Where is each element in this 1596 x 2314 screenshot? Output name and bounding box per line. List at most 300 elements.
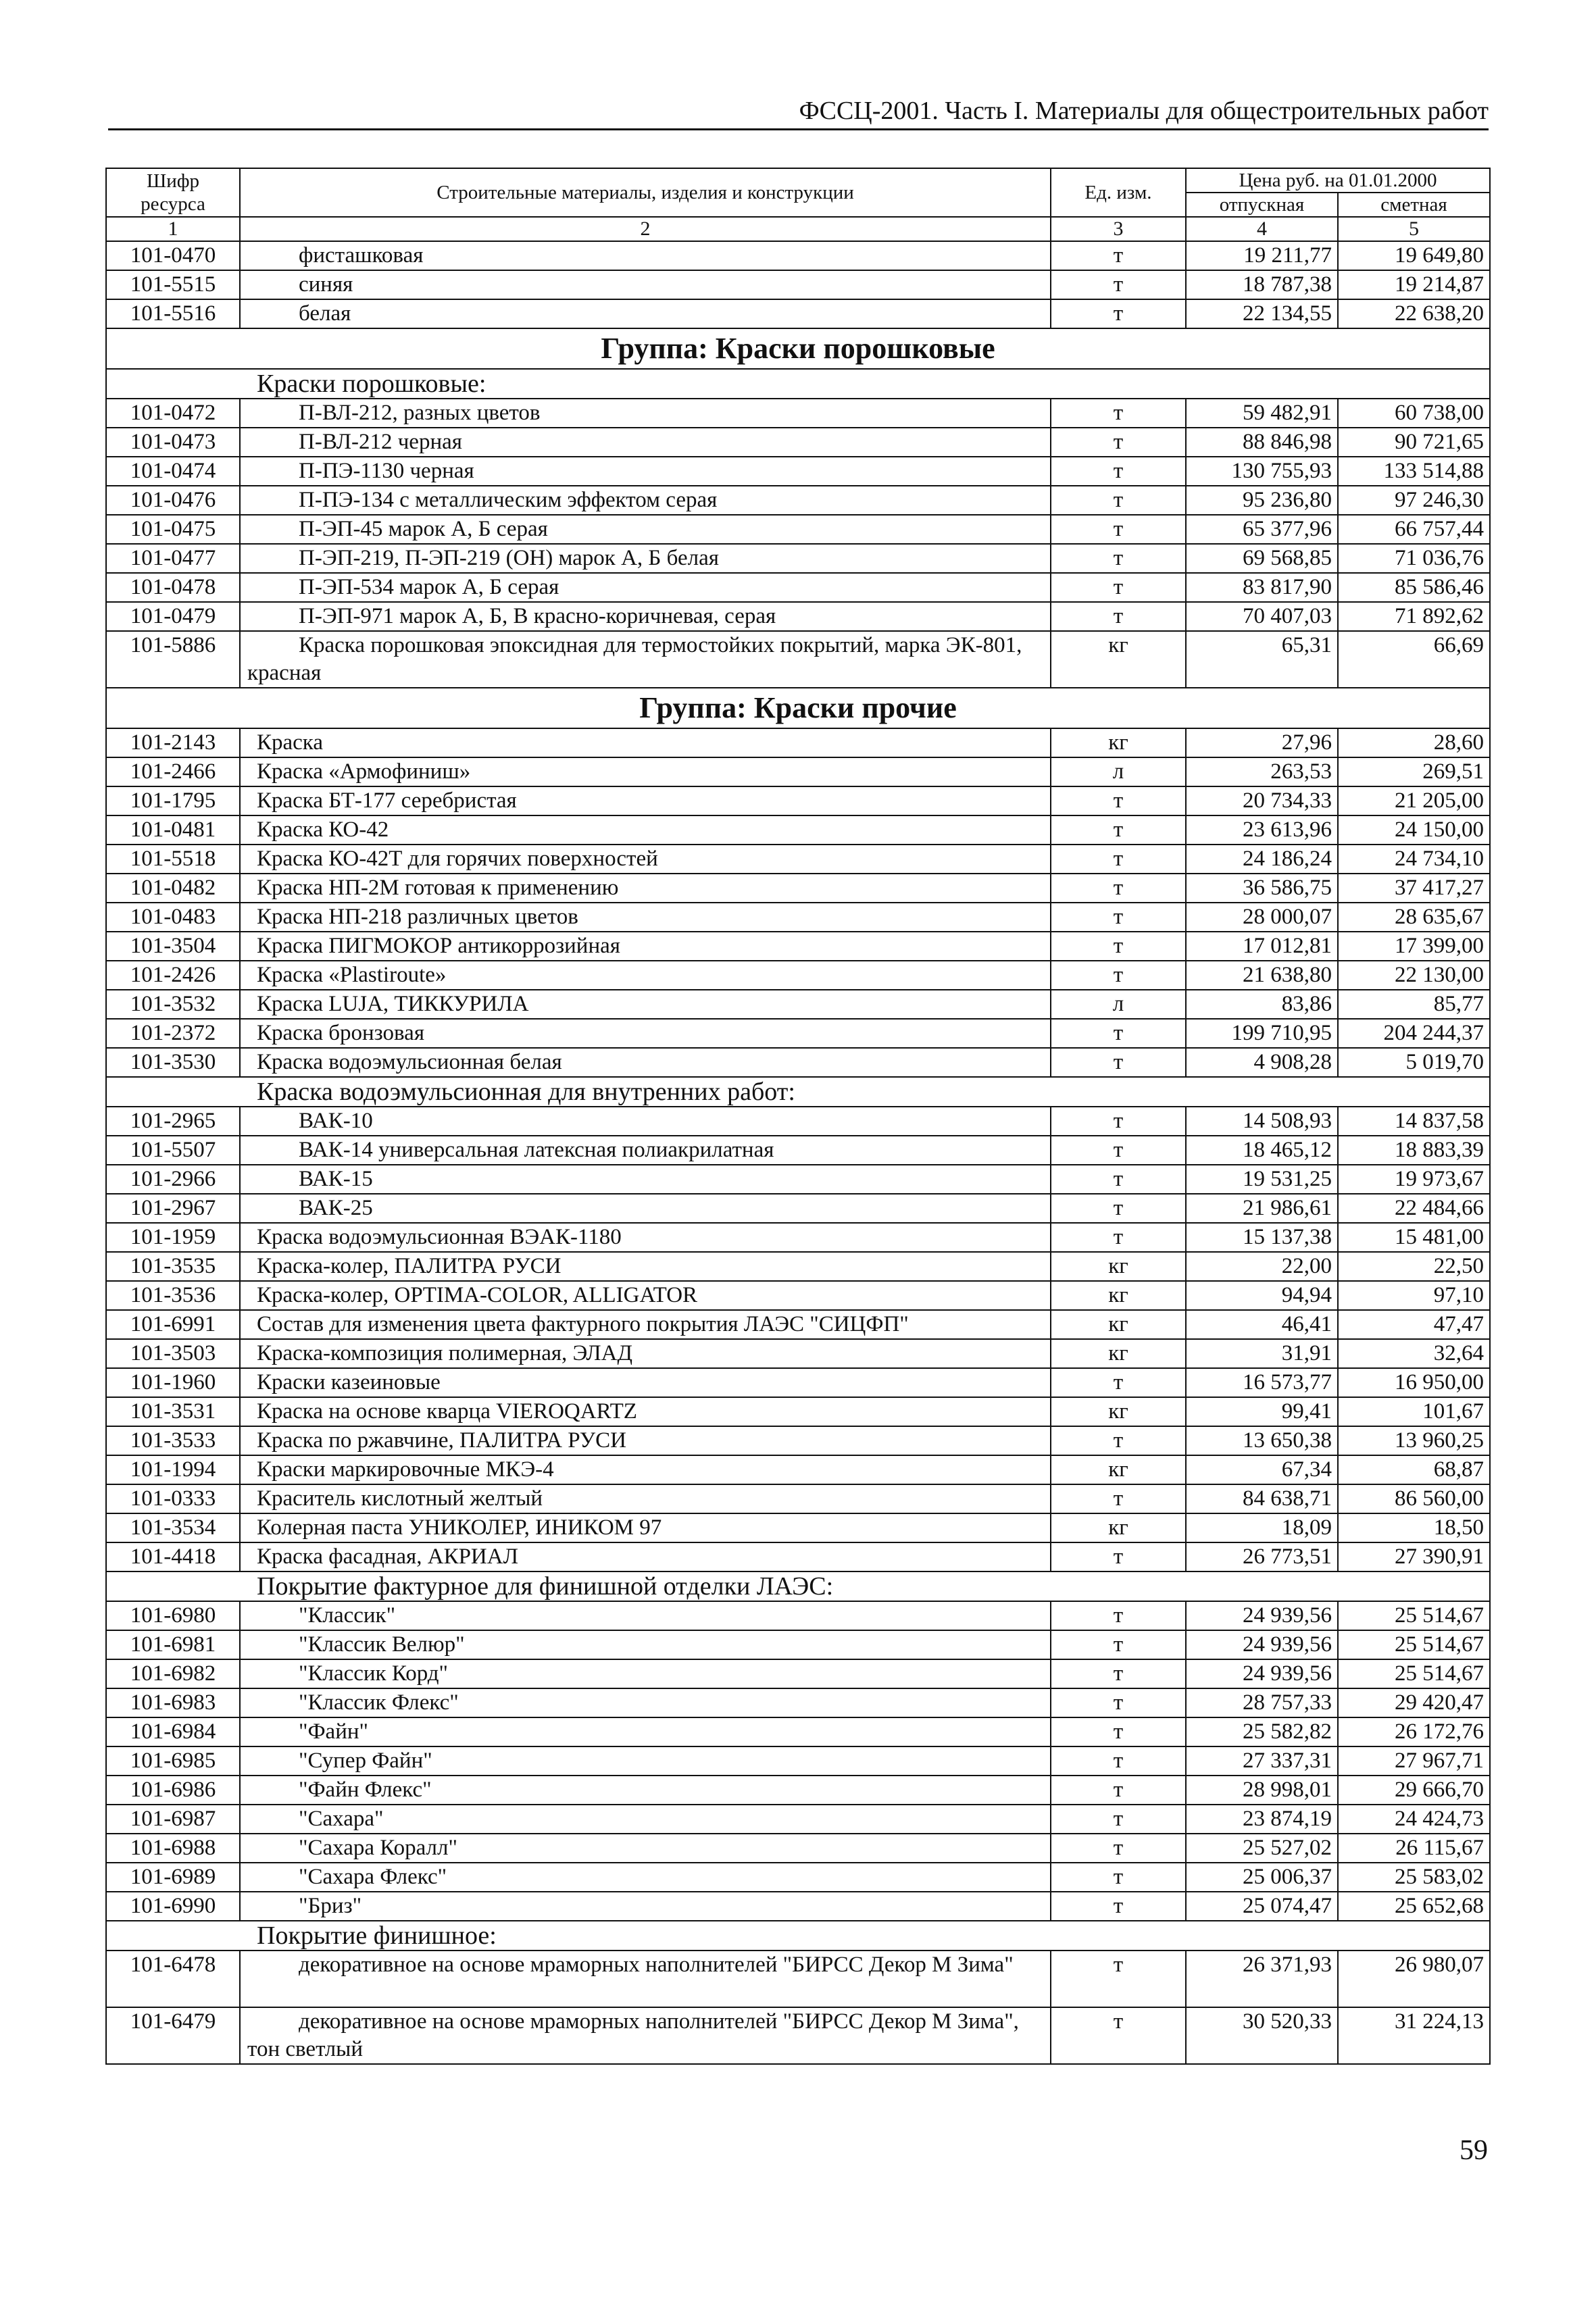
- material-name-text: П-ЭП-219, П-ЭП-219 (ОН) марок А, Б белая: [299, 546, 719, 570]
- resource-code: 101-5886: [106, 631, 240, 688]
- material-name: [240, 1048, 1051, 1077]
- material-name: [240, 1165, 1051, 1194]
- table-row: [106, 1019, 1490, 1048]
- release-price: 25 074,47: [1186, 1892, 1338, 1921]
- estimate-price: 26 980,07: [1338, 1951, 1490, 2007]
- release-price: 20 734,33: [1186, 786, 1338, 815]
- release-price: 18 465,12: [1186, 1136, 1338, 1165]
- resource-code: 101-6479: [106, 2007, 240, 2064]
- table-row: [106, 544, 1490, 573]
- unit-of-measure: т: [1051, 1048, 1186, 1077]
- estimate-price: 85 586,46: [1338, 573, 1490, 602]
- material-name-text: Краситель кислотный желтый: [257, 1486, 543, 1511]
- release-price: 23 613,96: [1186, 815, 1338, 845]
- resource-code: 101-2965: [106, 1107, 240, 1136]
- release-price: 4 908,28: [1186, 1048, 1338, 1077]
- material-name: [240, 270, 1051, 299]
- estimate-price: 17 399,00: [1338, 932, 1490, 961]
- release-price: 25 006,37: [1186, 1863, 1338, 1892]
- unit-of-measure: т: [1051, 1630, 1186, 1659]
- table-row: [106, 573, 1490, 602]
- unit-of-measure: т: [1051, 786, 1186, 815]
- unit-of-measure: кг: [1051, 1455, 1186, 1484]
- material-name-text: Краска «Plastiroute»: [257, 963, 447, 987]
- material-name-text: декоративное на основе мраморных наполнителей "БИРСС Декор М Зима", тон светлый: [247, 2009, 1019, 2061]
- estimate-price: 22 130,00: [1338, 961, 1490, 990]
- estimate-price: 68,87: [1338, 1455, 1490, 1484]
- release-price: 25 527,02: [1186, 1834, 1338, 1863]
- material-name: [240, 1513, 1051, 1542]
- resource-code: 101-0333: [106, 1484, 240, 1513]
- resource-code: 101-0483: [106, 903, 240, 932]
- table-row: [106, 1455, 1490, 1484]
- estimate-price: 5 019,70: [1338, 1048, 1490, 1077]
- resource-code: 101-3504: [106, 932, 240, 961]
- material-name-text: Краска водоэмульсионная белая: [257, 1050, 562, 1074]
- release-price: 26 773,51: [1186, 1542, 1338, 1571]
- material-name-text: Краска водоэмульсионная ВЭАК-1180: [257, 1225, 622, 1249]
- table-row: [106, 1310, 1490, 1339]
- resource-code: 101-5515: [106, 270, 240, 299]
- material-name: [240, 573, 1051, 602]
- unit-of-measure: т: [1051, 486, 1186, 515]
- unit-of-measure: т: [1051, 815, 1186, 845]
- estimate-price: 19 214,87: [1338, 270, 1490, 299]
- resource-code: 101-6478: [106, 1951, 240, 2007]
- material-name-text: П-ЭП-45 марок А, Б серая: [299, 517, 548, 541]
- material-name-text: "Сахара": [299, 1807, 384, 1831]
- unit-of-measure: т: [1051, 1688, 1186, 1717]
- release-price: 95 236,80: [1186, 486, 1338, 515]
- material-name-text: "Классик Корд": [299, 1661, 449, 1686]
- estimate-price: 27 967,71: [1338, 1746, 1490, 1776]
- resource-code: 101-0479: [106, 602, 240, 631]
- unit-of-measure: т: [1051, 1863, 1186, 1892]
- material-name-text: Краска ПИГМОКОР антикоррозийная: [257, 934, 620, 958]
- column-header-code: Шифр ресурса: [106, 168, 240, 217]
- unit-of-measure: т: [1051, 874, 1186, 903]
- table-row: [106, 515, 1490, 544]
- material-name: [240, 1776, 1051, 1805]
- material-name-text: ВАК-15: [299, 1167, 373, 1191]
- unit-of-measure: т: [1051, 1368, 1186, 1397]
- unit-of-measure: т: [1051, 1805, 1186, 1834]
- column-header-price: Цена руб. на 01.01.2000: [1186, 168, 1490, 193]
- unit-of-measure: т: [1051, 602, 1186, 631]
- unit-of-measure: т: [1051, 1601, 1186, 1630]
- table-row: [106, 728, 1490, 757]
- table-row: [106, 241, 1490, 270]
- estimate-price: 31 224,13: [1338, 2007, 1490, 2064]
- group-heading-row: [106, 328, 1490, 369]
- material-name: [240, 299, 1051, 328]
- material-name-text: П-ЭП-534 марок А, Б серая: [299, 575, 559, 599]
- release-price: 19 531,25: [1186, 1165, 1338, 1194]
- table-row: [106, 1630, 1490, 1659]
- unit-of-measure: кг: [1051, 1252, 1186, 1281]
- table-row: [106, 1513, 1490, 1542]
- table-row: [106, 932, 1490, 961]
- material-name-text: ВАК-25: [299, 1196, 373, 1220]
- unit-of-measure: кг: [1051, 728, 1186, 757]
- resource-code: 101-0476: [106, 486, 240, 515]
- material-name: [240, 1484, 1051, 1513]
- table-row: [106, 1368, 1490, 1397]
- material-name-text: "Сахара Коралл": [299, 1836, 457, 1860]
- material-name-text: Краска по ржавчине, ПАЛИТРА РУСИ: [257, 1428, 626, 1453]
- material-name-text: "Супер Файн": [299, 1749, 432, 1773]
- estimate-price: 66 757,44: [1338, 515, 1490, 544]
- resource-code: 101-0472: [106, 399, 240, 428]
- running-head: ФССЦ-2001. Часть I. Материалы для общестроительных работ: [799, 97, 1489, 125]
- material-name: [240, 845, 1051, 874]
- estimate-price: 97 246,30: [1338, 486, 1490, 515]
- estimate-price: 16 950,00: [1338, 1368, 1490, 1397]
- material-name-text: Краска-композиция полимерная, ЭЛАД: [257, 1341, 632, 1365]
- resource-code: 101-5516: [106, 299, 240, 328]
- estimate-price: 101,67: [1338, 1397, 1490, 1426]
- table-row: [106, 1165, 1490, 1194]
- release-price: 23 874,19: [1186, 1805, 1338, 1834]
- release-price: 88 846,98: [1186, 428, 1338, 457]
- material-name-text: декоративное на основе мраморных наполнителей "БИРСС Декор М Зима": [299, 1953, 1014, 1977]
- material-name-text: П-ПЭ-134 с металлическим эффектом серая: [299, 488, 718, 512]
- material-name: [240, 399, 1051, 428]
- unit-of-measure: л: [1051, 757, 1186, 786]
- material-name: [240, 961, 1051, 990]
- material-name: [240, 757, 1051, 786]
- unit-of-measure: т: [1051, 1951, 1186, 2007]
- resource-code: 101-3532: [106, 990, 240, 1019]
- unit-of-measure: т: [1051, 1223, 1186, 1252]
- material-name-text: фисташковая: [299, 243, 424, 268]
- estimate-price: 25 514,67: [1338, 1659, 1490, 1688]
- material-name-text: Краска БТ-177 серебристая: [257, 788, 517, 813]
- resource-code: 101-1994: [106, 1455, 240, 1484]
- resource-code: 101-6989: [106, 1863, 240, 1892]
- release-price: 65,31: [1186, 631, 1338, 688]
- resource-code: 101-2466: [106, 757, 240, 786]
- estimate-price: 22 484,66: [1338, 1194, 1490, 1223]
- release-price: 25 582,82: [1186, 1717, 1338, 1746]
- resource-code: 101-0477: [106, 544, 240, 573]
- table-row: [106, 486, 1490, 515]
- resource-code: 101-1795: [106, 786, 240, 815]
- unit-of-measure: т: [1051, 241, 1186, 270]
- resource-code: 101-0475: [106, 515, 240, 544]
- material-name: [240, 1805, 1051, 1834]
- table-row: [106, 1136, 1490, 1165]
- table-row: [106, 1659, 1490, 1688]
- estimate-price: 18 883,39: [1338, 1136, 1490, 1165]
- estimate-price: 22 638,20: [1338, 299, 1490, 328]
- resource-code: 101-3531: [106, 1397, 240, 1426]
- estimate-price: 71 892,62: [1338, 602, 1490, 631]
- estimate-price: 25 514,67: [1338, 1630, 1490, 1659]
- material-name: [240, 1863, 1051, 1892]
- page-number: 59: [1460, 2135, 1488, 2166]
- unit-of-measure: т: [1051, 1892, 1186, 1921]
- material-name-text: Краска НП-2М готовая к применению: [257, 876, 619, 900]
- table-row: [106, 1834, 1490, 1863]
- material-name: [240, 1688, 1051, 1717]
- price-table: [105, 168, 1491, 2065]
- release-price: 24 186,24: [1186, 845, 1338, 874]
- estimate-price: 27 390,91: [1338, 1542, 1490, 1571]
- resource-code: 101-6987: [106, 1805, 240, 1834]
- release-price: 16 573,77: [1186, 1368, 1338, 1397]
- estimate-price: 25 652,68: [1338, 1892, 1490, 1921]
- estimate-price: 133 514,88: [1338, 457, 1490, 486]
- material-name: [240, 1426, 1051, 1455]
- material-name-text: Краски казеиновые: [257, 1370, 441, 1394]
- release-price: 24 939,56: [1186, 1630, 1338, 1659]
- resource-code: 101-2372: [106, 1019, 240, 1048]
- release-price: 263,53: [1186, 757, 1338, 786]
- column-header-release: отпускная: [1186, 193, 1338, 217]
- table-row: [106, 815, 1490, 845]
- resource-code: 101-0470: [106, 241, 240, 270]
- unit-of-measure: т: [1051, 428, 1186, 457]
- estimate-price: 29 666,70: [1338, 1776, 1490, 1805]
- material-name: [240, 1252, 1051, 1281]
- resource-code: 101-2426: [106, 961, 240, 990]
- resource-code: 101-0481: [106, 815, 240, 845]
- table-row: [106, 1746, 1490, 1776]
- table-row: [106, 2007, 1490, 2064]
- material-name: [240, 1542, 1051, 1571]
- table-row: [106, 1892, 1490, 1921]
- table-row: [106, 874, 1490, 903]
- estimate-price: 22,50: [1338, 1252, 1490, 1281]
- table-row: [106, 1542, 1490, 1571]
- estimate-price: 24 734,10: [1338, 845, 1490, 874]
- release-price: 26 371,93: [1186, 1951, 1338, 2007]
- resource-code: 101-6990: [106, 1892, 240, 1921]
- unit-of-measure: т: [1051, 1776, 1186, 1805]
- unit-of-measure: т: [1051, 1484, 1186, 1513]
- unit-of-measure: т: [1051, 1019, 1186, 1048]
- release-price: 36 586,75: [1186, 874, 1338, 903]
- resource-code: 101-3533: [106, 1426, 240, 1455]
- material-name: [240, 728, 1051, 757]
- unit-of-measure: т: [1051, 903, 1186, 932]
- column-number: 1: [106, 217, 240, 241]
- resource-code: 101-6986: [106, 1776, 240, 1805]
- release-price: 67,34: [1186, 1455, 1338, 1484]
- estimate-price: 97,10: [1338, 1281, 1490, 1310]
- table-row: [106, 1717, 1490, 1746]
- estimate-price: 86 560,00: [1338, 1484, 1490, 1513]
- table-row: [106, 1397, 1490, 1426]
- release-price: 27,96: [1186, 728, 1338, 757]
- header-rule: [108, 128, 1489, 130]
- table-row: [106, 1951, 1490, 2007]
- resource-code: 101-1959: [106, 1223, 240, 1252]
- unit-of-measure: т: [1051, 932, 1186, 961]
- table-row: [106, 903, 1490, 932]
- resource-code: 101-3530: [106, 1048, 240, 1077]
- table-row: [106, 270, 1490, 299]
- resource-code: 101-5507: [106, 1136, 240, 1165]
- material-name: [240, 1892, 1051, 1921]
- resource-code: 101-0474: [106, 457, 240, 486]
- unit-of-measure: кг: [1051, 1397, 1186, 1426]
- resource-code: 101-3536: [106, 1281, 240, 1310]
- estimate-price: 18,50: [1338, 1513, 1490, 1542]
- release-price: 30 520,33: [1186, 2007, 1338, 2064]
- table-row: [106, 1339, 1490, 1368]
- material-name-text: ВАК-10: [299, 1109, 373, 1133]
- unit-of-measure: т: [1051, 515, 1186, 544]
- material-name-text: Краска КО-42Т для горячих поверхностей: [257, 847, 658, 871]
- release-price: 59 482,91: [1186, 399, 1338, 428]
- table-row: [106, 845, 1490, 874]
- material-name-text: Краска «Армофиниш»: [257, 759, 471, 784]
- material-name: [240, 1455, 1051, 1484]
- material-name: [240, 1310, 1051, 1339]
- material-name: [240, 1659, 1051, 1688]
- estimate-price: 37 417,27: [1338, 874, 1490, 903]
- material-name-text: "Классик Велюр": [299, 1632, 465, 1657]
- subheading-row: [106, 369, 1490, 399]
- unit-of-measure: т: [1051, 961, 1186, 990]
- release-price: 94,94: [1186, 1281, 1338, 1310]
- material-name-text: белая: [299, 301, 351, 326]
- table-row: [106, 1484, 1490, 1513]
- release-price: 28 998,01: [1186, 1776, 1338, 1805]
- unit-of-measure: т: [1051, 1717, 1186, 1746]
- material-name: [240, 515, 1051, 544]
- table-row: [106, 786, 1490, 815]
- estimate-price: 25 583,02: [1338, 1863, 1490, 1892]
- unit-of-measure: т: [1051, 1659, 1186, 1688]
- estimate-price: 13 960,25: [1338, 1426, 1490, 1455]
- material-name: [240, 932, 1051, 961]
- material-name-text: Краска-колер, OPTIMA-COLOR, ALLIGATOR: [257, 1283, 698, 1307]
- table-row: [106, 457, 1490, 486]
- group-heading: Группа: Краски прочие: [106, 688, 1490, 728]
- unit-of-measure: т: [1051, 270, 1186, 299]
- subheading: Покрытие фактурное для финишной отделки ЛАЭС:: [106, 1571, 1490, 1601]
- release-price: 70 407,03: [1186, 602, 1338, 631]
- unit-of-measure: т: [1051, 1194, 1186, 1223]
- material-name: [240, 1746, 1051, 1776]
- material-name-text: "Сахара Флекс": [299, 1865, 447, 1889]
- subheading-row: [106, 1921, 1490, 1951]
- material-name: [240, 815, 1051, 845]
- material-name-text: "Бриз": [299, 1894, 362, 1918]
- resource-code: 101-6984: [106, 1717, 240, 1746]
- material-name: [240, 1397, 1051, 1426]
- unit-of-measure: т: [1051, 1426, 1186, 1455]
- material-name: [240, 1601, 1051, 1630]
- material-name-text: Краска фасадная, АКРИАЛ: [257, 1544, 518, 1569]
- unit-of-measure: кг: [1051, 1281, 1186, 1310]
- resource-code: 101-6991: [106, 1310, 240, 1339]
- material-name-text: "Классик": [299, 1603, 396, 1628]
- unit-of-measure: т: [1051, 1746, 1186, 1776]
- table-row: [106, 1252, 1490, 1281]
- unit-of-measure: т: [1051, 845, 1186, 874]
- material-name: [240, 1951, 1051, 2007]
- table-row: [106, 428, 1490, 457]
- estimate-price: 269,51: [1338, 757, 1490, 786]
- resource-code: 101-6982: [106, 1659, 240, 1688]
- release-price: 83 817,90: [1186, 573, 1338, 602]
- material-name-text: Краска LUJA, ТИККУРИЛА: [257, 992, 529, 1016]
- release-price: 19 211,77: [1186, 241, 1338, 270]
- release-price: 15 137,38: [1186, 1223, 1338, 1252]
- estimate-price: 21 205,00: [1338, 786, 1490, 815]
- material-name: [240, 1717, 1051, 1746]
- column-number: 2: [240, 217, 1051, 241]
- material-name: [240, 241, 1051, 270]
- material-name-text: П-ЭП-971 марок А, Б, В красно-коричневая, серая: [299, 604, 776, 628]
- material-name-text: Краска-колер, ПАЛИТРА РУСИ: [257, 1254, 562, 1278]
- release-price: 21 986,61: [1186, 1194, 1338, 1223]
- release-price: 27 337,31: [1186, 1746, 1338, 1776]
- column-header-estimate: сметная: [1338, 193, 1490, 217]
- material-name: [240, 631, 1051, 688]
- material-name: [240, 874, 1051, 903]
- table-row: [106, 1426, 1490, 1455]
- table-row: [106, 1048, 1490, 1077]
- unit-of-measure: кг: [1051, 1339, 1186, 1368]
- resource-code: 101-0473: [106, 428, 240, 457]
- release-price: 21 638,80: [1186, 961, 1338, 990]
- estimate-price: 47,47: [1338, 1310, 1490, 1339]
- release-price: 13 650,38: [1186, 1426, 1338, 1455]
- table-row: [106, 990, 1490, 1019]
- material-name: [240, 602, 1051, 631]
- resource-code: 101-2967: [106, 1194, 240, 1223]
- material-name-text: Состав для изменения цвета фактурного покрытия ЛАЭС "СИЦФП": [257, 1312, 909, 1336]
- material-name-text: синяя: [299, 272, 353, 297]
- release-price: 130 755,93: [1186, 457, 1338, 486]
- material-name-text: "Файн": [299, 1719, 368, 1744]
- column-number: 5: [1338, 217, 1490, 241]
- estimate-price: 29 420,47: [1338, 1688, 1490, 1717]
- release-price: 18 787,38: [1186, 270, 1338, 299]
- resource-code: 101-3503: [106, 1339, 240, 1368]
- material-name: [240, 1339, 1051, 1368]
- material-name: [240, 1281, 1051, 1310]
- release-price: 65 377,96: [1186, 515, 1338, 544]
- release-price: 46,41: [1186, 1310, 1338, 1339]
- release-price: 18,09: [1186, 1513, 1338, 1542]
- estimate-price: 24 150,00: [1338, 815, 1490, 845]
- release-price: 84 638,71: [1186, 1484, 1338, 1513]
- unit-of-measure: т: [1051, 544, 1186, 573]
- table-row: [106, 1601, 1490, 1630]
- estimate-price: 15 481,00: [1338, 1223, 1490, 1252]
- unit-of-measure: кг: [1051, 1310, 1186, 1339]
- table-row: [106, 1688, 1490, 1717]
- table-row: [106, 1107, 1490, 1136]
- unit-of-measure: л: [1051, 990, 1186, 1019]
- material-name-text: Краска КО-42: [257, 818, 389, 842]
- estimate-price: 28 635,67: [1338, 903, 1490, 932]
- material-name: [240, 428, 1051, 457]
- column-header-name: Строительные материалы, изделия и конструкции: [240, 168, 1051, 217]
- unit-of-measure: т: [1051, 2007, 1186, 2064]
- unit-of-measure: т: [1051, 399, 1186, 428]
- material-name: [240, 1107, 1051, 1136]
- material-name: [240, 2007, 1051, 2064]
- material-name-text: П-ПЭ-1130 черная: [299, 459, 474, 483]
- material-name-text: "Классик Флекс": [299, 1690, 459, 1715]
